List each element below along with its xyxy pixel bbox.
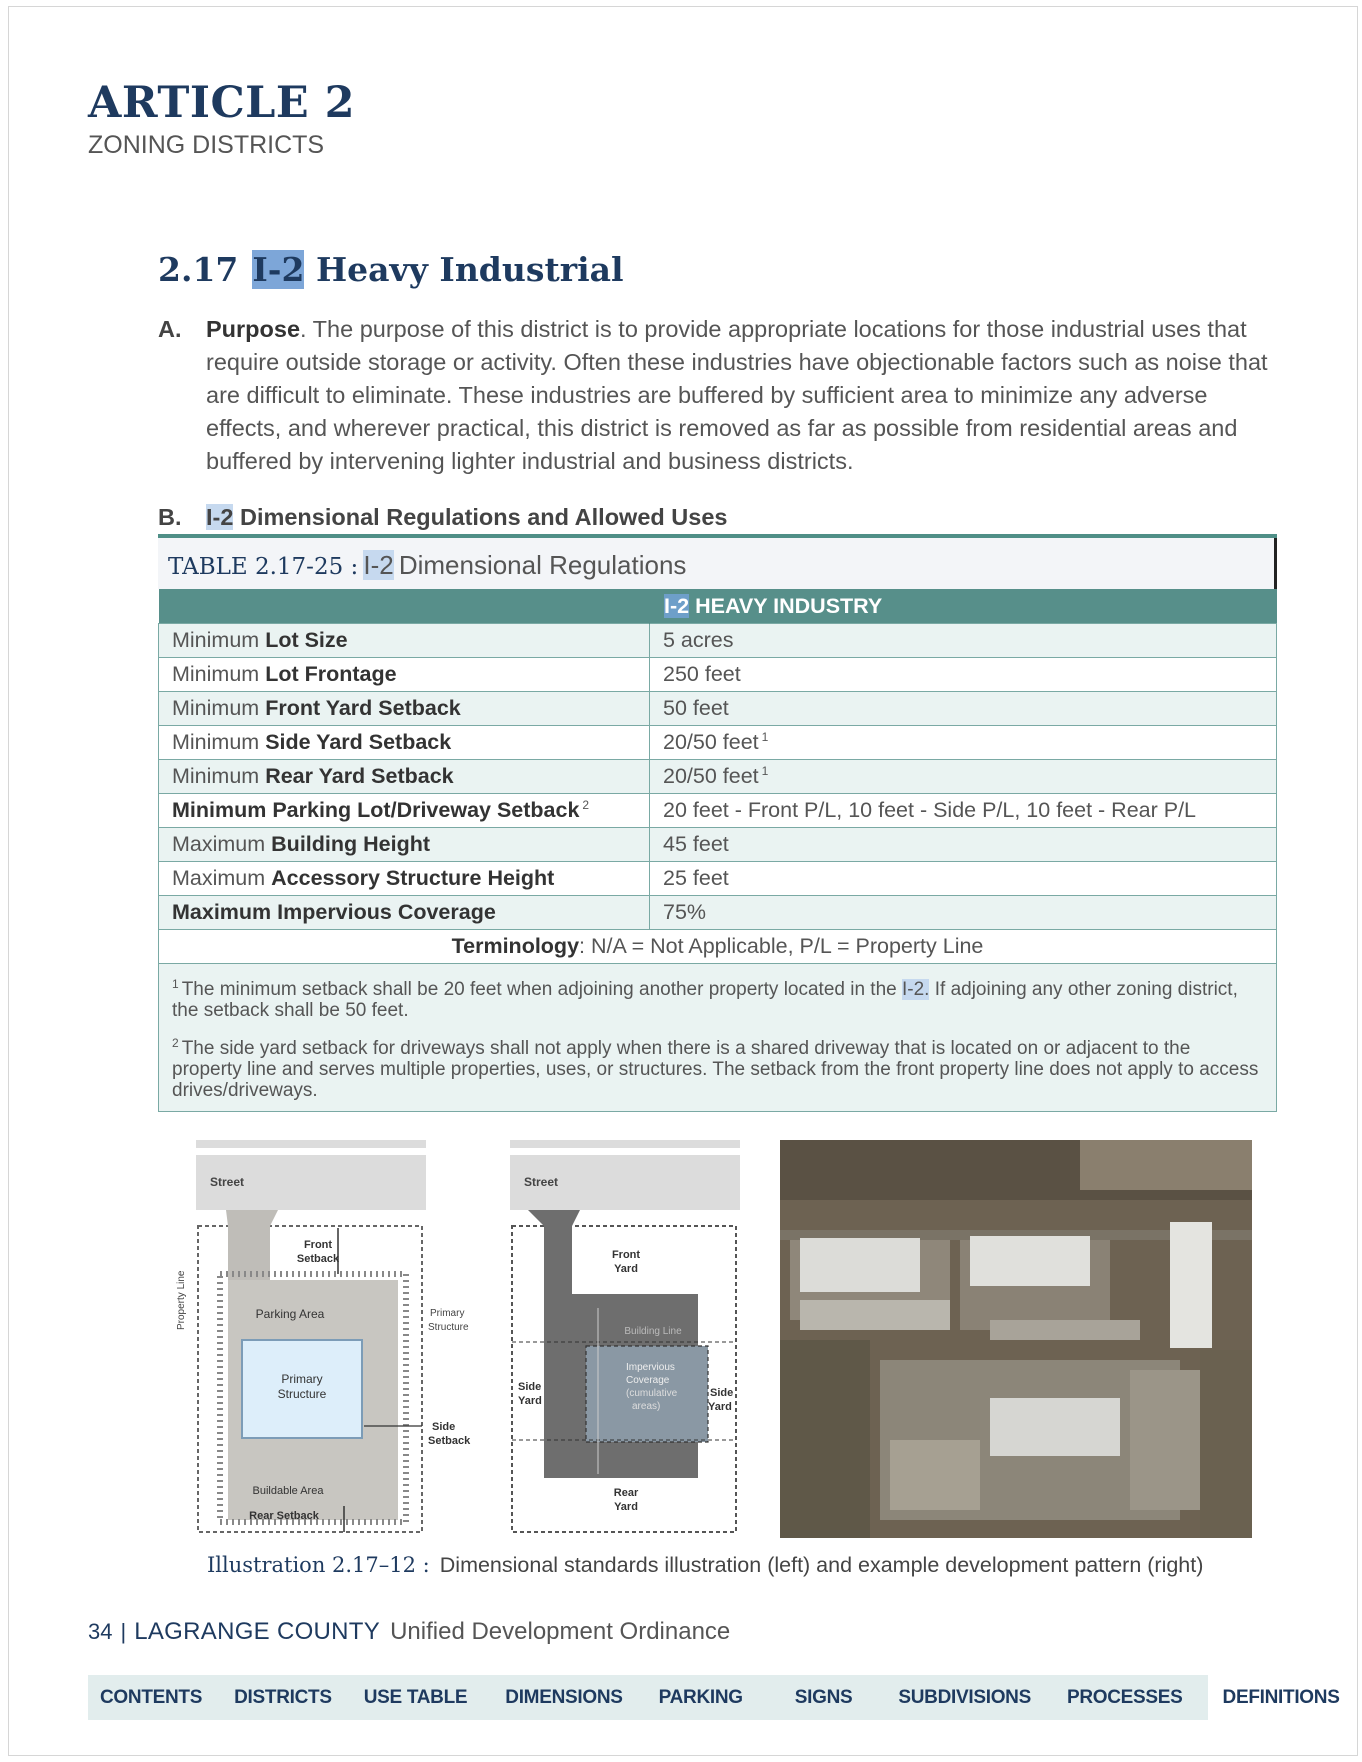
rear-setback-label: Rear Setback <box>249 1510 319 1522</box>
front-yard-label-1: Front <box>611 1249 641 1261</box>
article-title: ARTICLE 2 <box>88 78 356 128</box>
impervious-label-2: Coverage <box>626 1375 670 1386</box>
front-yard-label-2: Yard <box>614 1263 638 1275</box>
notes-row <box>159 964 1277 1112</box>
nav-districts[interactable]: DISTRICTS <box>234 1686 332 1708</box>
footnotes-cell <box>159 964 1277 1112</box>
rear-yard-label-1: Rear <box>613 1487 639 1499</box>
purpose-paragraph <box>158 313 1268 478</box>
row-value: 50 feet <box>650 692 1277 726</box>
row-label: Minimum Side Yard Setback <box>159 726 650 760</box>
row-label: Minimum Lot Frontage <box>159 658 650 692</box>
dimensional-regulations-table <box>158 534 1277 1112</box>
section-number: 2.17 <box>158 250 239 289</box>
nav-processes[interactable]: PROCESSES <box>1066 1686 1183 1708</box>
table-caption-code: I-2 <box>363 550 394 580</box>
terminology-cell: Terminology: N/A = Not Applicable, P/L = Property Line <box>159 930 1277 964</box>
section-district-code: I-2 <box>252 250 305 289</box>
subsection-b-heading <box>158 500 727 534</box>
page-footer <box>88 1616 730 1651</box>
row-label: Minimum Lot Size <box>159 624 650 658</box>
footer-separator: | <box>120 1619 127 1644</box>
table-caption <box>158 538 1277 589</box>
table-row <box>159 794 1277 828</box>
row-value: 20/50 feet $^1$ <box>650 760 1277 794</box>
section-name: Heavy Industrial <box>315 250 624 289</box>
row-label: Minimum Front Yard Setback <box>159 692 650 726</box>
setback-diagram <box>178 1140 490 1538</box>
primary-structure-label-2: Structure <box>277 1387 327 1401</box>
purpose-lead: Purpose <box>206 316 301 342</box>
buildable-area-label: Buildable Area <box>252 1485 324 1497</box>
nav-parking[interactable]: PARKING <box>658 1686 743 1708</box>
row-label: Minimum Rear Yard Setback <box>159 760 650 794</box>
row-label: Maximum Building Height <box>159 828 650 862</box>
subsection-b-title: Dimensional Regulations and Allowed Uses <box>239 504 728 530</box>
table-header-code: I-2 <box>664 593 690 618</box>
document-nav <box>88 1675 1340 1720</box>
property-line-label: Property Line <box>176 1270 187 1330</box>
street-label-2: Street <box>524 1175 559 1189</box>
table-row <box>159 624 1277 658</box>
side-yard-left-1: Side <box>518 1381 542 1393</box>
table-header-label: HEAVY INDUSTRY <box>695 593 883 618</box>
table-title: Dimensional Regulations <box>398 550 687 580</box>
nav-signs[interactable]: SIGNS <box>794 1686 853 1708</box>
impervious-label-1: Impervious <box>626 1362 675 1373</box>
footnote-1: $^1$ The minimum setback shall be 20 feet when adjoining another property located in the I-2. If adjoining any other zoning district, the setback shall be 50 feet. <box>172 977 1238 1021</box>
row-label: Minimum Parking Lot/Driveway Setback $^2$ <box>159 794 650 828</box>
rear-yard-label-2: Yard <box>614 1501 638 1513</box>
regulations-table <box>158 589 1277 1112</box>
front-setback-label-2: Setback <box>296 1253 340 1265</box>
row-value: 25 feet <box>650 862 1277 896</box>
subsection-b-code: I-2 <box>206 504 234 530</box>
impervious-label-4: areas) <box>632 1401 661 1412</box>
table-label: TABLE 2.17-25 : <box>168 554 359 580</box>
side-setback-label-1: Side <box>432 1421 456 1433</box>
illustration-label: Illustration 2.17–12 : <box>207 1553 430 1577</box>
table-row <box>159 828 1277 862</box>
coverage-diagram <box>498 1140 748 1538</box>
illustration-caption <box>207 1550 1203 1580</box>
row-value: 20 feet - Front P/L, 10 feet - Side P/L, 10 feet - Rear P/L <box>650 794 1277 828</box>
table-row <box>159 760 1277 794</box>
page-number: 34 <box>88 1619 113 1644</box>
section-title <box>158 248 624 292</box>
table-row <box>159 692 1277 726</box>
side-setback-label-2: Setback <box>428 1435 471 1447</box>
row-value: 5 acres <box>650 624 1277 658</box>
table-header-district <box>650 589 1277 624</box>
row-value: 75% <box>650 896 1277 930</box>
row-value: 20/50 feet $^1$ <box>650 726 1277 760</box>
row-label: Maximum Accessory Structure Height <box>159 862 650 896</box>
front-setback-label-1: Front <box>303 1239 333 1251</box>
table-row <box>159 726 1277 760</box>
nav-use-table[interactable]: USE TABLE <box>363 1686 468 1708</box>
table-header-row <box>159 589 1277 624</box>
side-yard-right-2: Yard <box>708 1401 732 1413</box>
nav-definitions[interactable]: DEFINITIONS <box>1222 1686 1340 1708</box>
impervious-label-3: (cumulative <box>626 1388 678 1399</box>
terminology-row <box>159 930 1277 964</box>
purpose-text: . The purpose of this district is to provide appropriate locations for those industrial uses that require outside storage or activity. Often these industries have objectionable factors such as noise that are difficult to eliminate. These industries are buffered by sufficient area to minimize any adverse effects, and wherever practical, this district is removed as far as possible from residential areas and buffered by intervening lighter industrial and business districts. <box>206 316 1268 474</box>
primary-structure-label-1: Primary <box>281 1372 323 1386</box>
primary-callout-2: Structure <box>428 1322 469 1333</box>
aerial-photo <box>780 1140 1252 1538</box>
illustration-text: Dimensional standards illustration (left) and example development pattern (right) <box>439 1553 1204 1577</box>
parking-area-label: Parking Area <box>255 1307 325 1321</box>
subsection-b-letter: B. <box>158 504 182 530</box>
nav-dimensions[interactable]: DIMENSIONS <box>505 1686 623 1708</box>
purpose-letter: A. <box>158 316 182 342</box>
footer-county: LAGRANGE COUNTY <box>134 1618 381 1645</box>
primary-callout-1: Primary <box>430 1308 465 1319</box>
street-label: Street <box>210 1175 245 1189</box>
row-value: 250 feet <box>650 658 1277 692</box>
side-yard-right-1: Side <box>710 1387 734 1399</box>
nav-subdivisions[interactable]: SUBDIVISIONS <box>898 1686 1031 1708</box>
table-header-empty <box>159 589 650 624</box>
table-row <box>159 896 1277 930</box>
article-heading <box>88 78 355 160</box>
building-line-label: Building Line <box>624 1326 682 1337</box>
row-value: 45 feet <box>650 828 1277 862</box>
nav-contents[interactable]: CONTENTS <box>100 1686 203 1708</box>
side-yard-left-2: Yard <box>518 1395 542 1407</box>
footer-document: Unified Development Ordinance <box>390 1618 731 1645</box>
row-label: Maximum Impervious Coverage <box>159 896 650 930</box>
article-subtitle: ZONING DISTRICTS <box>88 131 325 159</box>
table-row <box>159 658 1277 692</box>
table-row <box>159 862 1277 896</box>
footnote-2: $^2$ The side yard setback for driveways shall not apply when there is a shared driveway that is located on or adjacent to the property line and serves multiple properties, uses, or structures. The setback from the front property line does not apply to access drives/driveways. <box>172 1036 1259 1101</box>
